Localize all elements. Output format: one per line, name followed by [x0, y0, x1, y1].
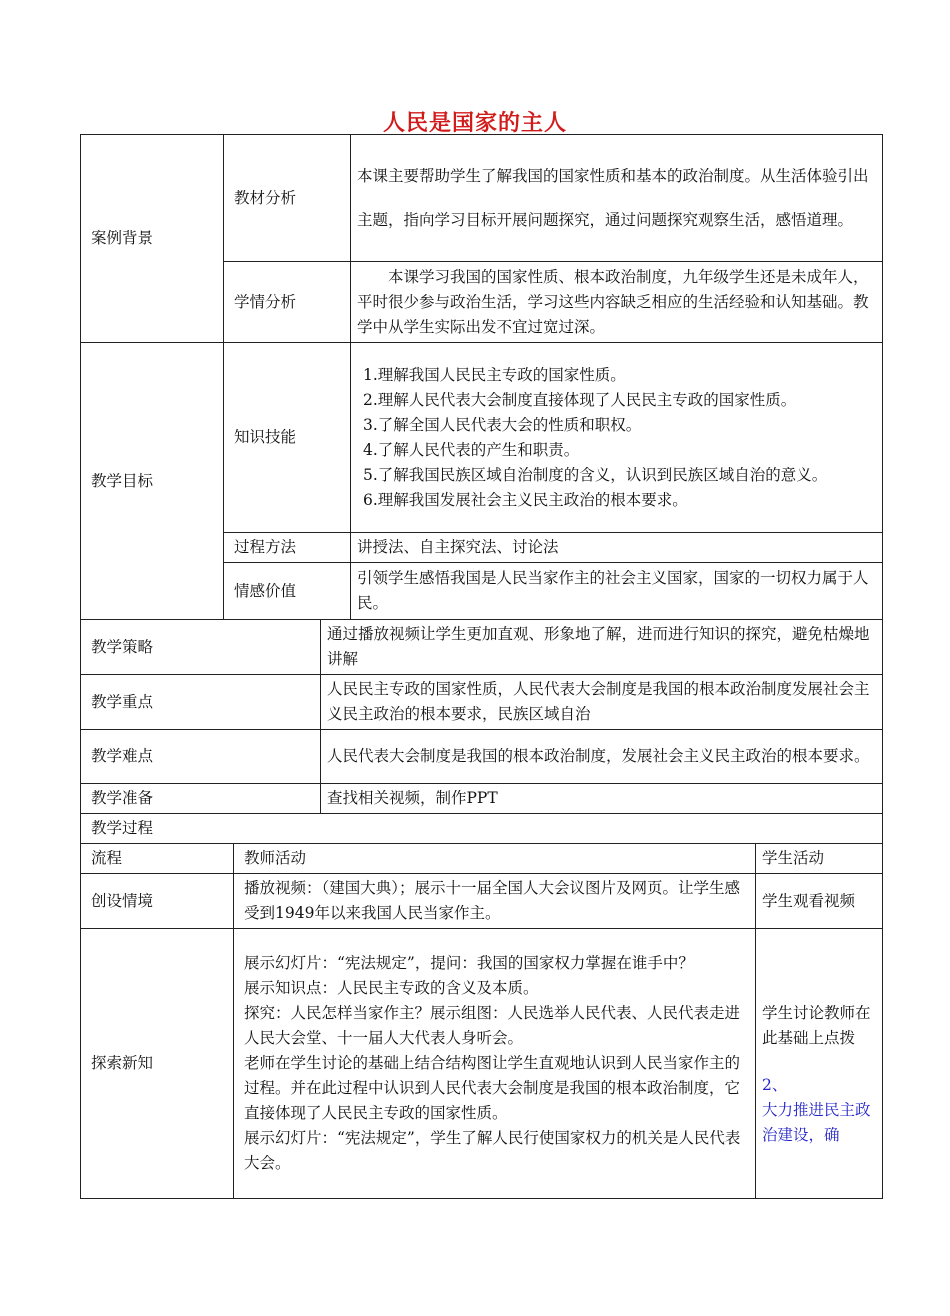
step-teacher [234, 929, 756, 1199]
strategy-text: 通过播放视频让学生更加直观、形象地了解，进而进行知识的探究，避免枯燥地讲解 [321, 620, 883, 675]
list-item: 2.理解人民代表大会制度直接体现了人民民主专政的国家性质。 [363, 390, 797, 409]
teacher-paragraph: 展示知识点：人民民主专政的含义及本质。 [244, 979, 539, 997]
page-title: 人民是国家的主人 [382, 111, 567, 136]
goals-label: 教学目标 [81, 343, 224, 620]
list-item: 4.了解人民代表的产生和职责。 [363, 440, 580, 459]
teacher-paragraph: 老师在学生讨论的基础上结合结构图让学生直观地认识到人民当家作主的过程。并在此过程中认识到人民代表大会制度是我国的根本政治制度，它直接体现了人民民主专政的国家性质。 [244, 1054, 741, 1122]
teacher-paragraph: 展示幻灯片：“宪法规定”，学生了解人民行使国家权力的机关是人民代表大会。 [244, 1129, 741, 1172]
header-teacher: 教师活动 [234, 844, 756, 874]
step-flow: 创设情境 [81, 874, 234, 929]
info-table [80, 620, 883, 814]
difficulty-label: 教学难点 [81, 730, 321, 784]
list-item: 1.理解我国人民民主专政的国家性质。 [363, 365, 626, 384]
process-method-label: 过程方法 [224, 533, 351, 563]
list-item: 6.理解我国发展社会主义民主政治的根本要求。 [363, 490, 688, 509]
student-note: 大力推进民主政治建设，确 [762, 1101, 871, 1144]
preparation-text: 查找相关视频，制作PPT [321, 784, 883, 814]
student-analysis-text: 本课学习我国的国家性质、根本政治制度，九年级学生还是未成年人，平时很少参与政治生活，学习这些内容缺乏相应的生活经验和认知基础。教学中从学生实际出发不宜过宽过深。 [351, 262, 883, 343]
focus-label: 教学重点 [81, 675, 321, 730]
emotion-text: 引领学生感悟我国是人民当家作主的社会主义国家，国家的一切权力属于人民。 [351, 563, 883, 620]
step-teacher: 播放视频：（建国大典）；展示十一届全国人大会议图片及网页。让学生感受到1949年以来我国人民当家作主。 [234, 874, 756, 929]
background-label: 案例背景 [81, 135, 224, 343]
difficulty-text: 人民代表大会制度是我国的根本政治制度，发展社会主义民主政治的根本要求。 [321, 730, 883, 784]
teacher-paragraph: 展示幻灯片：“宪法规定”，提问：我国的国家权力掌握在谁手中？ [244, 954, 694, 972]
teacher-paragraph: 探究：人民怎样当家作主？展示组图：人民选举人民代表、人民代表走进人民大会堂、十一届人大代表人身听会。 [244, 1004, 741, 1047]
focus-text: 人民民主专政的国家性质，人民代表大会制度是我国的根本政治制度发展社会主义民主政治的根本要求，民族区域自治 [321, 675, 883, 730]
student-note-number: 2、 [762, 1076, 788, 1094]
knowledge-list [351, 343, 883, 533]
lesson-plan [80, 134, 882, 1199]
step-flow: 探索新知 [81, 929, 234, 1199]
emotion-label: 情感价值 [224, 563, 351, 620]
material-analysis-label: 教材分析 [224, 135, 351, 262]
list-item: 3.了解全国人民代表大会的性质和职权。 [363, 415, 642, 434]
process-table [80, 814, 883, 1199]
step-student [756, 929, 883, 1199]
header-flow: 流程 [81, 844, 234, 874]
student-analysis-label: 学情分析 [224, 262, 351, 343]
student-activity: 学生讨论教师在此基础上点拨 [762, 1004, 871, 1047]
step-student: 学生观看视频 [756, 874, 883, 929]
strategy-label: 教学策略 [81, 620, 321, 675]
header-student: 学生活动 [756, 844, 883, 874]
knowledge-label: 知识技能 [224, 343, 351, 533]
material-analysis-text: 本课主要帮助学生了解我国的国家性质和基本的政治制度。从生活体验引出主题，指向学习目标开展问题探究，通过问题探究观察生活，感悟道理。 [351, 135, 883, 262]
process-method-text: 讲授法、自主探究法、讨论法 [351, 533, 883, 563]
list-item: 5.了解我国民族区域自治制度的含义，认识到民族区域自治的意义。 [363, 465, 828, 484]
preparation-label: 教学准备 [81, 784, 321, 814]
background-goals-table [80, 134, 883, 620]
process-title: 教学过程 [81, 814, 883, 844]
